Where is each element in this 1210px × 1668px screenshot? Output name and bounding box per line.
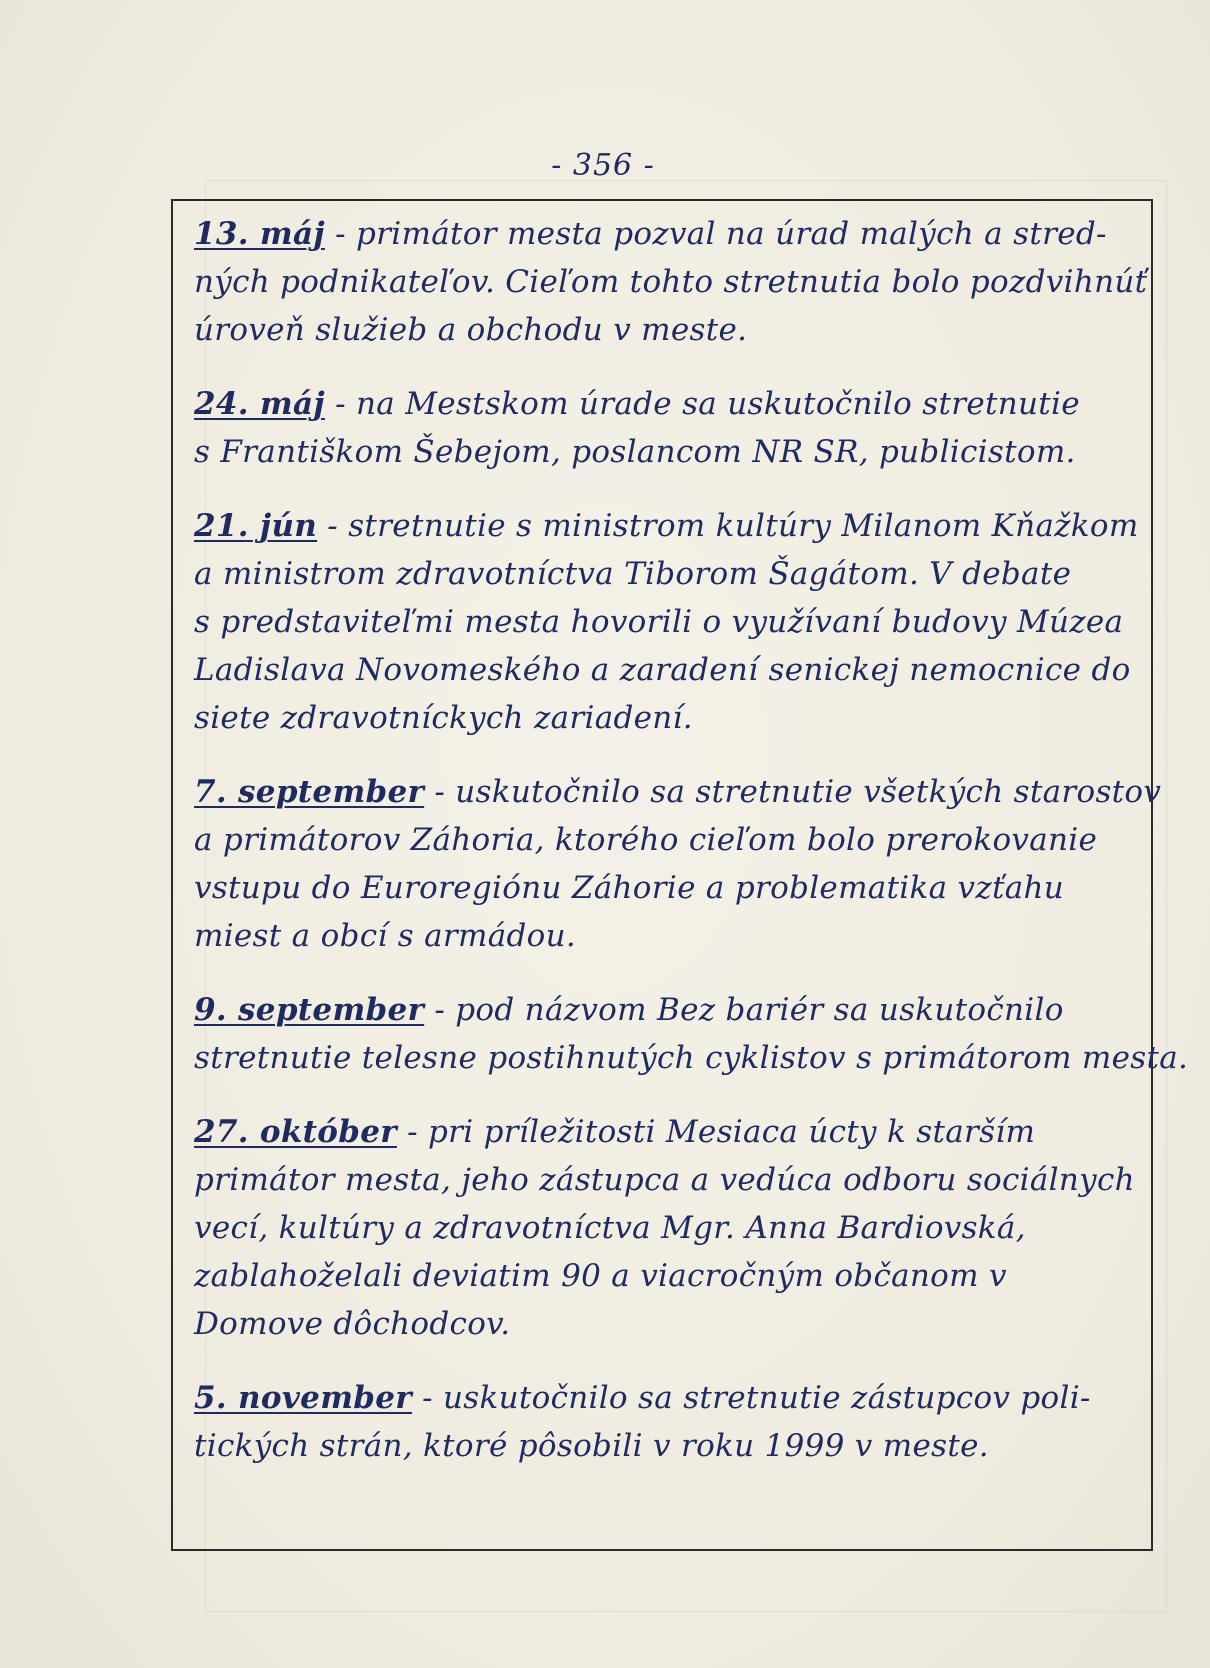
entry-date: 9. september (194, 992, 425, 1028)
entry-5-november (194, 1374, 1144, 1470)
entry-line: stretnutie telesne postihnutých cyklistov s primátorom mesta. (194, 1040, 1189, 1076)
chronicle-entries (194, 210, 1189, 1496)
entry-line (194, 1374, 1144, 1422)
entry-9-september (194, 986, 1189, 1082)
entry-line (194, 210, 1144, 258)
entry-date: 21. jún (194, 508, 318, 544)
entry-date: 5. november (194, 1380, 412, 1416)
entry-date: 27. október (194, 1114, 397, 1150)
entry-line: s Františkom Šebejom, poslancom NR SR, publicistom. (194, 434, 1076, 470)
entry-line (194, 768, 1162, 816)
entry-text: - pod názvom Bez bariér sa uskutočnilo (424, 992, 1064, 1028)
entry-24-may (194, 380, 1144, 476)
entry-text: - primátor mesta pozval na úrad malých a stred- (324, 216, 1107, 252)
entry-line (194, 1108, 1144, 1156)
entry-line (194, 986, 1144, 1034)
entry-line: primátor mesta, jeho zástupca a vedúca odboru sociálnych (194, 1162, 1135, 1198)
entry-line: vstupu do Euroregiónu Záhorie a problematika vzťahu (194, 870, 1065, 906)
entry-27-october (194, 1108, 1144, 1348)
entry-line (194, 380, 1144, 428)
entry-date: 24. máj (194, 386, 325, 422)
page-number: - 356 - (551, 148, 655, 183)
entry-21-june (194, 502, 1144, 742)
entry-line: Ladislava Novomeského a zaradení senickej nemocnice do (194, 652, 1131, 688)
entry-line: s predstaviteľmi mesta hovorili o využívaní budovy Múzea (194, 604, 1124, 640)
entry-line (194, 502, 1144, 550)
entry-line: a ministrom zdravotníctva Tiborom Šagátom. V debate (194, 556, 1072, 592)
entry-date: 7. september (194, 774, 425, 810)
entry-text: - uskutočnilo sa stretnutie všetkých starostov (424, 774, 1162, 810)
entry-7-september (194, 768, 1162, 960)
entry-text: - na Mestskom úrade sa uskutočnilo stretnutie (324, 386, 1080, 422)
entry-text: - pri príležitosti Mesiaca úcty k starším (396, 1114, 1036, 1150)
entry-line: tických strán, ktoré pôsobili v roku 1999 v meste. (194, 1428, 989, 1464)
entry-date: 13. máj (194, 216, 325, 252)
entry-text: - uskutočnilo sa stretnutie zástupcov poli- (411, 1380, 1091, 1416)
entry-line: úroveň služieb a obchodu v meste. (194, 312, 748, 348)
entry-line: miest a obcí s armádou. (194, 918, 577, 954)
entry-line: ných podnikateľov. Cieľom tohto stretnutia bolo pozdvihnúť (194, 264, 1148, 300)
entry-line: Domove dôchodcov. (194, 1306, 511, 1342)
entry-line: a primátorov Záhoria, ktorého cieľom bolo prerokovanie (194, 822, 1098, 858)
entry-line: vecí, kultúry a zdravotníctva Mgr. Anna Bardiovská, (194, 1210, 1026, 1246)
entry-line: zablahoželali deviatim 90 a viacročným občanom v (194, 1258, 1007, 1294)
entry-13-may (194, 210, 1148, 354)
entry-line: siete zdravotníckych zariadení. (194, 700, 693, 736)
entry-text: - stretnutie s ministrom kultúry Milanom Kňažkom (317, 508, 1139, 544)
